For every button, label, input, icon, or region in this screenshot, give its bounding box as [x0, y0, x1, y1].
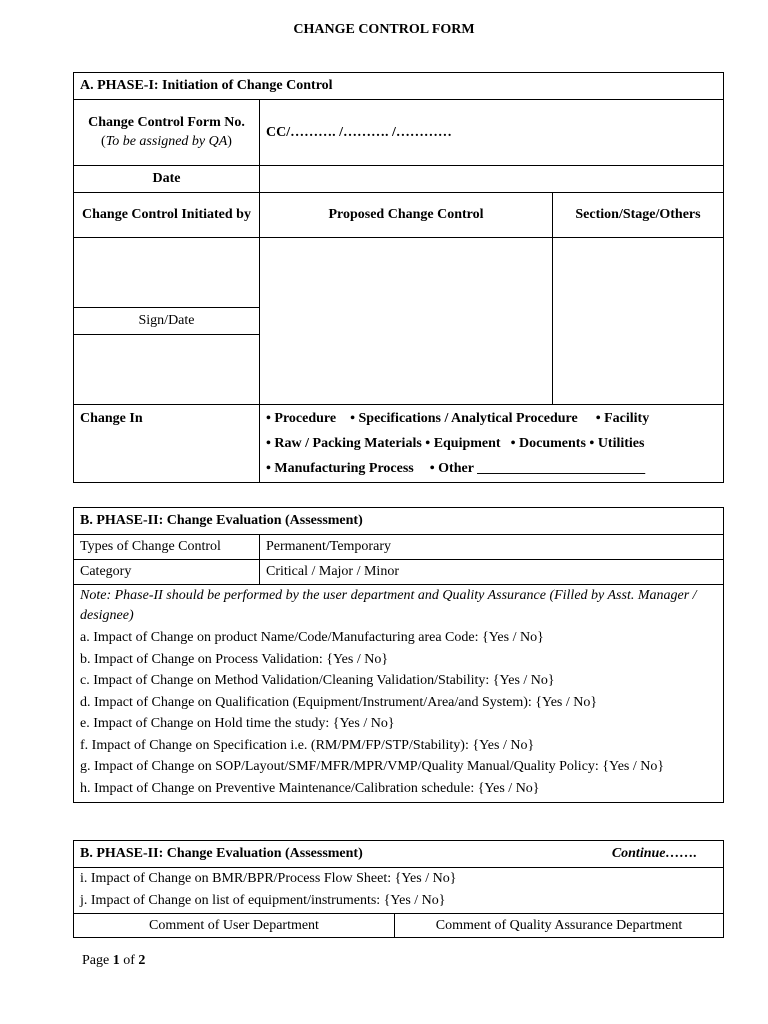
option-utilities[interactable]: • Utilities [589, 431, 644, 456]
comment-qa-label: Comment of Quality Assurance Department [395, 914, 724, 938]
form-title: CHANGE CONTROL FORM [293, 22, 475, 37]
category-value[interactable]: Critical / Major / Minor [260, 560, 724, 585]
phase2-note: Note: Phase-II should be performed by the user department and Quality Assurance (Filled by Asst. Manager / designee) [80, 588, 697, 623]
page-current: 1 [112, 953, 120, 968]
impact-list [74, 585, 724, 803]
option-procedure[interactable]: • Procedure [266, 406, 336, 431]
cc-number-field[interactable]: CC/………. /………. /………… [260, 100, 724, 166]
change-in-label: Change In [74, 405, 260, 483]
continue-label: Continue……. [611, 846, 698, 861]
phase2-cont-header: B. PHASE-II: Change Evaluation (Assessment) [80, 846, 363, 861]
page-number [82, 953, 145, 969]
impact-item: d. Impact of Change on Qualification (Equipment/Instrument/Area/and System): {Yes / No} [80, 694, 598, 710]
phase1-header: A. PHASE-I: Initiation of Change Control [74, 73, 724, 100]
impact-item: h. Impact of Change on Preventive Maintenance/Calibration schedule: {Yes / No} [80, 780, 540, 796]
phase2-cont-table [73, 840, 724, 938]
proposed-change-label: Proposed Change Control [260, 193, 553, 238]
option-other[interactable]: • Other ________________________ [430, 456, 645, 481]
section-label: Section/Stage/Others [553, 193, 724, 238]
types-value[interactable]: Permanent/Temporary [260, 535, 724, 560]
impact-item: f. Impact of Change on Specification i.e. (RM/PM/FP/STP/Stability): {Yes / No} [80, 737, 535, 753]
initiator-field[interactable] [74, 238, 260, 308]
page-prefix: Page [82, 953, 110, 968]
impact-item: b. Impact of Change on Process Validation: {Yes / No} [80, 651, 389, 667]
phase2-header: B. PHASE-II: Change Evaluation (Assessment) [74, 508, 724, 535]
option-documents[interactable]: • Documents [511, 431, 586, 456]
page-of: of [123, 953, 135, 968]
cc-form-no-label: Change Control Form No. [88, 115, 245, 130]
page-total: 2 [138, 953, 146, 968]
types-label: Types of Change Control [74, 535, 260, 560]
date-field[interactable] [260, 166, 724, 193]
sign-date-label: Sign/Date [74, 308, 260, 335]
option-facility[interactable]: • Facility [596, 406, 650, 431]
sign-date-field[interactable] [74, 335, 260, 405]
impact-item: e. Impact of Change on Hold time the study: {Yes / No} [80, 716, 395, 731]
impact-item: c. Impact of Change on Method Validation/Cleaning Validation/Stability: {Yes / No} [80, 673, 555, 688]
change-in-options [260, 405, 724, 483]
phase1-table [73, 72, 724, 483]
impact-list-cont [74, 868, 724, 914]
proposed-change-field[interactable] [260, 238, 553, 405]
impact-item: a. Impact of Change on product Name/Code/Manufacturing area Code: {Yes / No} [80, 630, 544, 645]
impact-item: j. Impact of Change on list of equipment/instruments: {Yes / No} [80, 892, 446, 908]
phase2-table [73, 507, 724, 803]
option-raw-packing[interactable]: • Raw / Packing Materials [266, 431, 422, 456]
comment-user-label: Comment of User Department [74, 914, 395, 938]
impact-item: i. Impact of Change on BMR/BPR/Process Flow Sheet: {Yes / No} [80, 871, 457, 886]
section-field[interactable] [553, 238, 724, 405]
option-manufacturing[interactable]: • Manufacturing Process [266, 456, 414, 481]
cc-form-no-note: To be assigned by QA [105, 134, 228, 149]
option-specifications[interactable]: • Specifications / Analytical Procedure [350, 406, 578, 431]
initiated-by-label: Change Control Initiated by [74, 193, 260, 238]
option-equipment[interactable]: • Equipment [425, 431, 500, 456]
date-label: Date [74, 166, 260, 193]
phase2-cont-header-row [74, 841, 724, 868]
cc-form-no-cell: Change Control Form No. (To be assigned by QA) [74, 100, 260, 166]
category-label: Category [74, 560, 260, 585]
impact-item: g. Impact of Change on SOP/Layout/SMF/MFR/MPR/VMP/Quality Manual/Quality Policy: {Yes / No} [80, 759, 665, 774]
